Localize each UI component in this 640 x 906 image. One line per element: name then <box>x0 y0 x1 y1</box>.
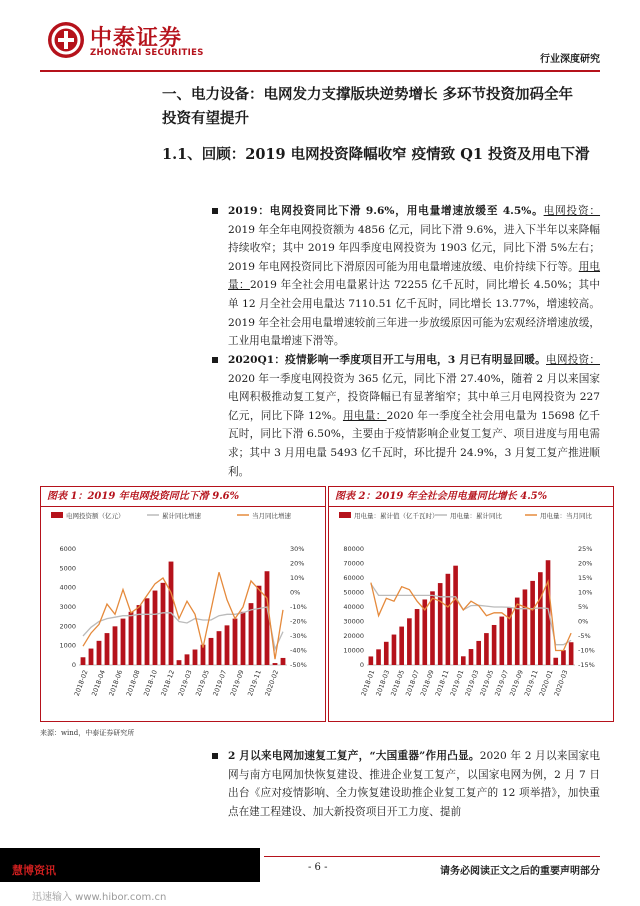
paragraph-construction-resumption <box>228 747 600 821</box>
chart2-x-tick-label: 2020-03 <box>552 668 570 698</box>
chart2-legend-swatch <box>339 512 351 518</box>
bullet-square-icon <box>212 753 218 759</box>
chart1-bar <box>105 633 110 665</box>
chart1-x-tick-label: 2019-09 <box>228 668 246 698</box>
chart2-right-tick-label: 20% <box>578 559 593 568</box>
chart2-bar <box>415 609 420 665</box>
zhongtai-logo-icon <box>48 22 84 58</box>
chart2-left-tick-label: 50000 <box>343 588 364 597</box>
chart1-bar <box>185 654 190 665</box>
chart1-x-tick-label: 2018-08 <box>124 668 142 698</box>
figure-2-power-consumption <box>328 486 614 722</box>
chart2-bar <box>446 574 451 665</box>
chart2-x-tick-label: 2019-05 <box>478 668 496 698</box>
chart1-bar <box>121 619 126 665</box>
chart2-bar <box>461 656 466 665</box>
chart1-bar <box>161 583 166 665</box>
chart1-bar <box>129 612 134 665</box>
chart2-legend-label: 用电量：当月同比 <box>540 512 592 520</box>
chart1-bar <box>81 657 86 665</box>
chart2-right-tick-label: 15% <box>578 574 593 582</box>
chart2-bar <box>399 627 404 665</box>
chart2-bar <box>469 649 474 665</box>
chart1-x-tick-label: 2018-10 <box>142 668 159 698</box>
footer-brand: 慧博资讯 <box>12 864 56 877</box>
chart2-left-tick-label: 80000 <box>343 545 364 553</box>
chart2-right-tick-label: 10% <box>578 588 593 597</box>
chart2-x-tick-label: 2018-01 <box>359 668 377 698</box>
chart2-left-tick-label: 10000 <box>343 646 364 655</box>
para1-lead: 2019：电网投资同比下滑 9.6%，用电量增速放缓至 4.5%。 <box>228 205 544 217</box>
chart2-right-tick-label: -15% <box>578 661 595 669</box>
figure-source: 来源：wind，中泰证券研究所 <box>40 729 135 737</box>
chart1-bar <box>281 658 286 665</box>
chart2-left-tick-label: 20000 <box>343 632 364 640</box>
bullet-square-icon <box>212 208 218 214</box>
para2-investment-text: 2020 年一季度电网投资为 365 亿元，同比下滑 27.40%，随着 2 月以来国家电网积极推动复工复产，投资降幅已有显著缩窄；其中单三月电网投资为 227 亿元，同比下降 12%。 <box>228 372 600 422</box>
chart1-bar <box>89 649 94 665</box>
page-number: - 6 - <box>308 862 328 873</box>
paragraph-2019-review <box>228 202 600 351</box>
paragraph-2020q1 <box>228 351 600 481</box>
chart2-right-tick-label: 25% <box>578 545 593 553</box>
bullet-square-icon <box>212 357 218 363</box>
chart2-bar <box>538 572 543 665</box>
chart1-x-tick-label: 2019-03 <box>176 668 194 698</box>
chart1-x-tick-label: 2020-02 <box>263 668 281 698</box>
chart1-left-tick-label: 5000 <box>59 564 76 573</box>
chart2-bar <box>376 649 381 665</box>
chart1-x-tick-label: 2019-11 <box>246 668 263 698</box>
para1-investment-text: 2019 年全年电网投资额为 4856 亿元，同比下滑 9.6%，进入下半年以来降幅持续收窄；其中 2019 年四季度电网投资为 1903 亿元，同比下滑 5%左右；2019 年电网投资同比下滑原因可能为用电量增速放缓、电价持续下行等。 <box>228 223 600 273</box>
chart1-left-tick-label: 6000 <box>59 545 76 553</box>
chart1-legend-swatch <box>51 512 63 518</box>
chart1-x-tick-label: 2018-04 <box>90 668 107 698</box>
chart1-legend-label: 电网投资额（亿元） <box>66 512 125 520</box>
para2-consumption-text: 2020 年一季度全社会用电量为 15698 亿千瓦时，同比下滑 6.50%，主要由于疫情影响企业复工复产、项目进度与用电需求；其中 3 月用电量 5493 亿千瓦时，环比提升 24.9%，3 月复工复产推进顺利。 <box>228 409 601 478</box>
chart1-bar <box>241 612 246 665</box>
figure-1-grid-investment <box>40 486 326 722</box>
chart1-bar <box>97 641 102 665</box>
chart2-x-tick-label: 2019-01 <box>448 668 466 698</box>
chart2-legend-label: 用电量：累计值（亿千瓦时） <box>354 512 439 520</box>
chart1-legend-label: 当月同比增速 <box>252 512 291 520</box>
subsection-heading: 1.1、回顾：2019 电网投资降幅收窄 疫情致 Q1 投资及用电下滑 <box>162 146 590 163</box>
chart2-x-tick-label: 2020-01 <box>537 668 555 698</box>
chart2-right-tick-label: 0% <box>578 617 589 626</box>
chart2-x-tick-label: 2019-03 <box>463 668 481 698</box>
chart2-x-tick-label: 2019-07 <box>493 668 511 698</box>
chart1-x-tick-label: 2018-02 <box>72 668 90 698</box>
chart1-x-tick-label: 2019-07 <box>211 668 229 698</box>
chart1-bar <box>113 626 118 665</box>
chart1-right-tick-label: 0% <box>290 588 301 597</box>
chart2-bar <box>500 617 505 665</box>
chart1-left-tick-label: 3000 <box>59 603 76 611</box>
chart2-bar <box>453 566 458 665</box>
chart2-bar <box>546 560 551 665</box>
figure-1-title: 图表 1：2019 年电网投资同比下滑 9.6% <box>41 487 325 507</box>
chart1-right-tick-label: 30% <box>290 545 305 553</box>
logo-english-name: ZHONGTAI SECURITIES <box>90 48 204 58</box>
chart1-left-tick-label: 2000 <box>59 622 76 631</box>
chart2-x-tick-label: 2018-03 <box>374 668 392 698</box>
footer-url: 迅速输入 www.hibor.com.cn <box>32 892 167 903</box>
chart1-bar <box>257 586 262 665</box>
section-heading-line2: 投资有望提升 <box>162 110 249 127</box>
chart2-left-tick-label: 0 <box>359 661 364 669</box>
para2-label-investment: 电网投资： <box>546 354 600 366</box>
chart2-bar <box>369 656 374 665</box>
chart2-x-tick-label: 2018-11 <box>433 668 451 698</box>
chart1-right-tick-label: -10% <box>290 603 307 611</box>
chart2-right-tick-label: 5% <box>578 603 589 611</box>
chart2-x-tick-label: 2018-07 <box>404 668 421 698</box>
chart2-bar <box>569 642 574 665</box>
para2-lead: 2020Q1：疫情影响一季度项目开工与用电，3 月已有明显回暖。 <box>228 354 546 366</box>
figure-2-title: 图表 2：2019 年全社会用电量同比增长 4.5% <box>329 487 613 507</box>
chart1-x-tick-label: 2019-05 <box>194 668 211 698</box>
chart2-bar <box>384 642 389 665</box>
chart1-right-tick-label: -20% <box>290 617 307 626</box>
chart1-bar <box>273 663 278 665</box>
chart2-bar <box>492 625 497 665</box>
chart1-x-tick-label: 2018-06 <box>107 668 125 698</box>
chart1-right-tick-label: -50% <box>290 661 307 669</box>
footer-divider <box>264 856 600 857</box>
chart2-bar <box>438 583 443 665</box>
chart2-right-tick-label: -10% <box>578 646 595 655</box>
para1-label-investment: 电网投资： <box>543 205 601 217</box>
chart1-bar <box>209 638 214 665</box>
chart2-left-tick-label: 70000 <box>343 559 364 568</box>
chart1-right-tick-label: 20% <box>290 559 305 568</box>
logo-chinese-name: 中泰证券 <box>90 26 183 51</box>
chart-2-svg <box>329 507 613 721</box>
chart1-right-tick-label: 10% <box>290 574 305 582</box>
chart2-right-tick-label: -5% <box>578 632 591 640</box>
chart1-bar <box>145 598 150 665</box>
chart1-right-tick-label: -40% <box>290 646 307 655</box>
chart2-bar <box>430 591 435 665</box>
chart2-legend-label: 用电量：累计同比 <box>450 512 502 520</box>
chart2-bar <box>530 581 535 665</box>
chart1-bar <box>233 619 238 665</box>
chart1-bar <box>177 660 182 665</box>
chart2-bar <box>476 641 481 665</box>
para1-consumption-text: 2019 年全社会用电量累计达 72255 亿千瓦时，同比增长 4.50%；其中单 12 月全社会用电量达 7110.51 亿千瓦时，同比增长 13.77%，增速较高。2019 年全社会用电量增速较前三年进一步放缓原因可能为宏观经济增速放缓，工业用电量增速下滑等。 <box>228 279 600 348</box>
chart2-left-tick-label: 60000 <box>343 574 364 582</box>
chart1-bar <box>201 645 206 665</box>
chart2-left-tick-label: 30000 <box>343 617 364 626</box>
chart2-bar <box>392 635 397 665</box>
chart1-bar <box>153 591 158 665</box>
chart1-right-tick-label: -30% <box>290 632 307 640</box>
chart2-x-tick-label: 2018-05 <box>389 668 407 698</box>
chart1-bar <box>249 603 254 665</box>
chart2-bar <box>553 658 558 665</box>
chart2-x-tick-label: 2019-09 <box>508 668 525 698</box>
chart1-left-tick-label: 1000 <box>59 641 76 650</box>
chart2-bar <box>407 618 412 665</box>
chart1-bar <box>193 650 198 665</box>
para2-label-consumption: 用电量： <box>342 409 387 422</box>
header-divider <box>40 70 600 72</box>
chart2-bar <box>561 650 566 665</box>
chart2-bar <box>484 633 489 665</box>
document-type: 行业深度研究 <box>540 54 600 65</box>
chart1-left-tick-label: 0 <box>71 661 76 669</box>
chart2-x-tick-label: 2019-11 <box>522 668 540 698</box>
chart1-bar <box>217 631 222 665</box>
para3-lead: 2 月以来电网加速复工复产，“大国重器”作用凸显。 <box>228 750 480 762</box>
chart1-legend-label: 累计同比增速 <box>162 512 201 520</box>
chart2-bar <box>523 589 528 665</box>
chart1-bar <box>225 625 230 665</box>
chart1-x-tick-label: 2018-12 <box>159 668 177 698</box>
chart2-x-tick-label: 2018-09 <box>418 668 436 698</box>
page-header <box>0 0 640 78</box>
chart-1-svg <box>41 507 325 721</box>
disclaimer-note: 请务必阅读正文之后的重要声明部分 <box>440 866 600 877</box>
chart2-left-tick-label: 40000 <box>343 603 364 611</box>
para3-text: 2020 年 2 月以来国家电网与南方电网加快恢复建设、推进企业复工复产，以国家电网为例，2 月 7 日出台《应对疫情影响、全力恢复建设助推企业复工复产的 12 项举措》，加快重点在建工程建设、加大新投资项目开工力度、提前 <box>228 750 600 818</box>
para1-label-consumption: 用电量： <box>228 260 601 292</box>
section-heading-line1: 一、电力设备：电网发力支撑版块逆势增长 多环节投资加码全年 <box>162 86 574 103</box>
chart1-left-tick-label: 4000 <box>59 583 76 592</box>
